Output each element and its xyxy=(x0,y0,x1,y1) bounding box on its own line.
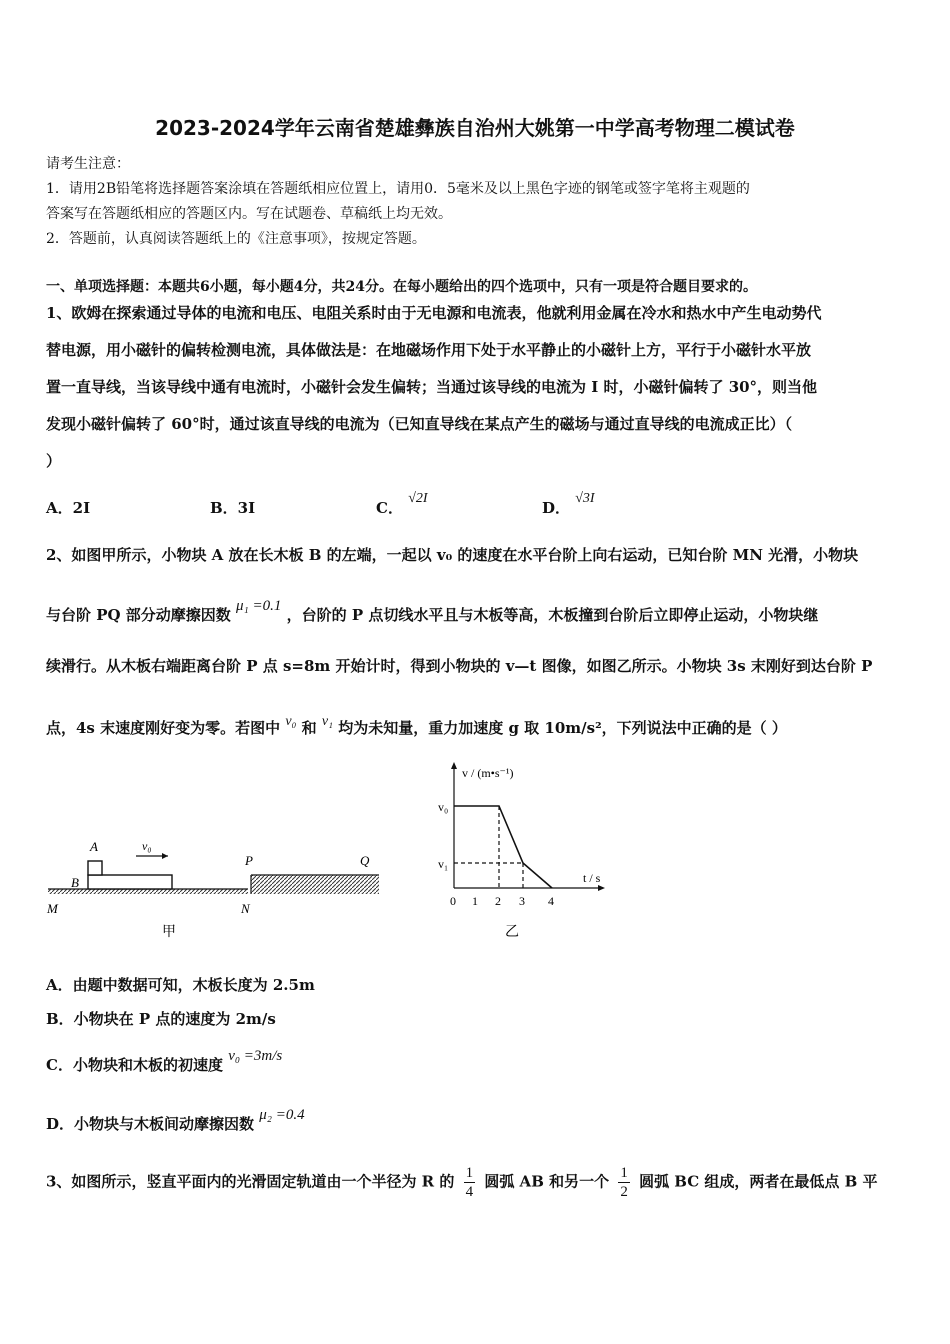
q2-line-4-c: 均为未知量，重力加速度 g 取 10m/s²，下列说法中正确的是（ ） xyxy=(338,719,787,737)
q2-option-d xyxy=(46,1107,305,1134)
page-title: 2023-2024学年云南省楚雄彝族自治州大姚第一中学高考物理二模试卷 xyxy=(155,116,795,140)
block-a xyxy=(88,861,102,875)
q3-text-c: 圆弧 BC 组成，两者在最低点 B 平 xyxy=(639,1172,878,1191)
q3-fraction-quarter-num: 1 xyxy=(465,1165,474,1181)
q1-line-3: 置一直导线，当该导线中通有电流时，小磁针会发生偏转；当通过该导线的电流为 I 时，小磁针偏转了 30°，则当他 xyxy=(46,378,818,396)
q1-option-c xyxy=(376,491,428,518)
tick-0: 0 xyxy=(450,894,456,908)
q2-line-4 xyxy=(46,714,787,738)
q3-text-b: 圆弧 AB 和另一个 xyxy=(484,1172,610,1191)
q3-text-a: 3、如图所示，竖直平面内的光滑固定轨道由一个半径为 R 的 xyxy=(46,1172,455,1191)
notice-heading: 请考生注意： xyxy=(46,156,130,172)
label-b: B xyxy=(71,875,79,890)
step-pq xyxy=(251,875,379,894)
q1-line-5: ） xyxy=(46,452,62,470)
q2-line-4-b: 和 xyxy=(301,719,317,737)
label-v0: v₀ xyxy=(142,839,152,853)
notice-line-2: 答案写在答题纸相应的答题区内。写在试题卷、草稿纸上均无效。 xyxy=(46,206,452,222)
q2-line-4-a: 点，4s 末速度刚好变为零。若图中 xyxy=(46,719,281,737)
q3-fraction-half-den: 2 xyxy=(620,1184,628,1200)
q2-option-c xyxy=(46,1048,283,1075)
velocity-arrowhead xyxy=(162,853,168,859)
q1-line-4: 发现小磁针偏转了 60°时，通过该直导线的电流为（已知直导线在某点产生的磁场与通过直导线的电流成正比）（ xyxy=(46,415,793,433)
q2-line-2-b: ，台阶的 P 点切线水平且与木板等高，木板撞到台阶后立即停止运动，小物块继 xyxy=(286,606,819,624)
label-m: M xyxy=(47,901,58,916)
section-heading: 一、单项选择题：本题共6小题，每小题4分，共24分。在每小题给出的四个选项中，只有一项是符合题目要求的。 xyxy=(46,279,757,295)
caption-yi: 乙 xyxy=(505,925,519,940)
notice-line-1: 1．请用2B铅笔将选择题答案涂填在答题纸相应位置上，请用0．5毫米及以上黑色字迹的钢笔或签字笔将主观题的 xyxy=(46,181,750,197)
x-axis-arrow xyxy=(598,885,605,891)
label-p: P xyxy=(245,853,253,868)
q1-option-d xyxy=(542,491,595,518)
q2-line-2 xyxy=(46,598,819,625)
q2-option-a: A．由题中数据可知，木板长度为 2.5m xyxy=(46,976,315,994)
q2-option-d-math: μ₂ =0.4 xyxy=(259,1107,305,1123)
board-b xyxy=(88,875,172,889)
tick-1: 1 xyxy=(472,894,478,908)
q3-fraction-quarter-den: 4 xyxy=(465,1184,474,1200)
q2-line-2-a: 与台阶 PQ 部分动摩擦因数 xyxy=(46,606,231,624)
q2-line-1: 2、如图甲所示，小物块 A 放在长木板 B 的左端，一起以 v₀ 的速度在水平台阶上向右运动，已知台阶 MN 光滑，小物块 xyxy=(46,546,859,564)
q2-v0-symbol: v₀ xyxy=(285,714,297,729)
q2-option-b: B．小物块在 P 点的速度为 2m/s xyxy=(46,1010,276,1028)
x-axis-label: t / s xyxy=(583,871,601,885)
tick-3: 3 xyxy=(519,894,525,908)
label-n: N xyxy=(241,901,250,916)
label-q: Q xyxy=(360,853,370,868)
q1-option-a: A．2I xyxy=(46,499,91,517)
q3-fraction-quarter xyxy=(464,1164,476,1201)
q1-option-b: B．3I xyxy=(210,499,256,517)
tick-4: 4 xyxy=(548,894,554,908)
figure-yi-vt-graph xyxy=(430,758,620,944)
q2-option-c-text: C．小物块和木板的初速度 xyxy=(46,1056,223,1074)
caption-jia: 甲 xyxy=(162,925,176,940)
q1-option-c-value: √2I xyxy=(408,491,428,506)
q3-line-1 xyxy=(46,1164,878,1201)
q3-fraction-half xyxy=(618,1164,630,1201)
q2-mu1: μ₁ =0.1 xyxy=(236,598,282,614)
label-a: A xyxy=(90,839,98,854)
q1-option-d-label: D． xyxy=(542,499,571,517)
y-axis-arrow xyxy=(451,762,457,769)
figure-jia xyxy=(44,832,389,944)
q1-option-c-label: C． xyxy=(376,499,403,517)
q1-option-d-value: √3I xyxy=(575,491,595,506)
y-axis-label: v / (m•s⁻¹) xyxy=(462,766,514,780)
tick-2: 2 xyxy=(495,894,501,908)
v0-label: v₀ xyxy=(438,800,449,814)
q3-fraction-half-num: 1 xyxy=(620,1165,628,1181)
v1-label: v₁ xyxy=(438,857,449,871)
q1-line-1: 1、欧姆在探索通过导体的电流和电压、电阻关系时由于无电源和电流表，他就利用金属在冷水和热水中产生电动势代 xyxy=(46,304,822,322)
vt-curve xyxy=(454,806,552,888)
q2-option-c-math: v₀ =3m/s xyxy=(228,1048,283,1064)
q2-option-d-text: D．小物块与木板间动摩擦因数 xyxy=(46,1115,255,1133)
q2-line-3: 续滑行。从木板右端距离台阶 P 点 s=8m 开始计时，得到小物块的 v—t 图像，如图乙所示。小物块 3s 末刚好到达台阶 P xyxy=(46,657,873,675)
q2-v1-symbol: v₁ xyxy=(321,714,334,729)
notice-line-3: 2．答题前，认真阅读答题纸上的《注意事项》，按规定答题。 xyxy=(46,231,426,247)
q1-line-2: 替电源，用小磁针的偏转检测电流，具体做法是：在地磁场作用下处于水平静止的小磁针上方，平行于小磁针水平放 xyxy=(46,341,812,359)
